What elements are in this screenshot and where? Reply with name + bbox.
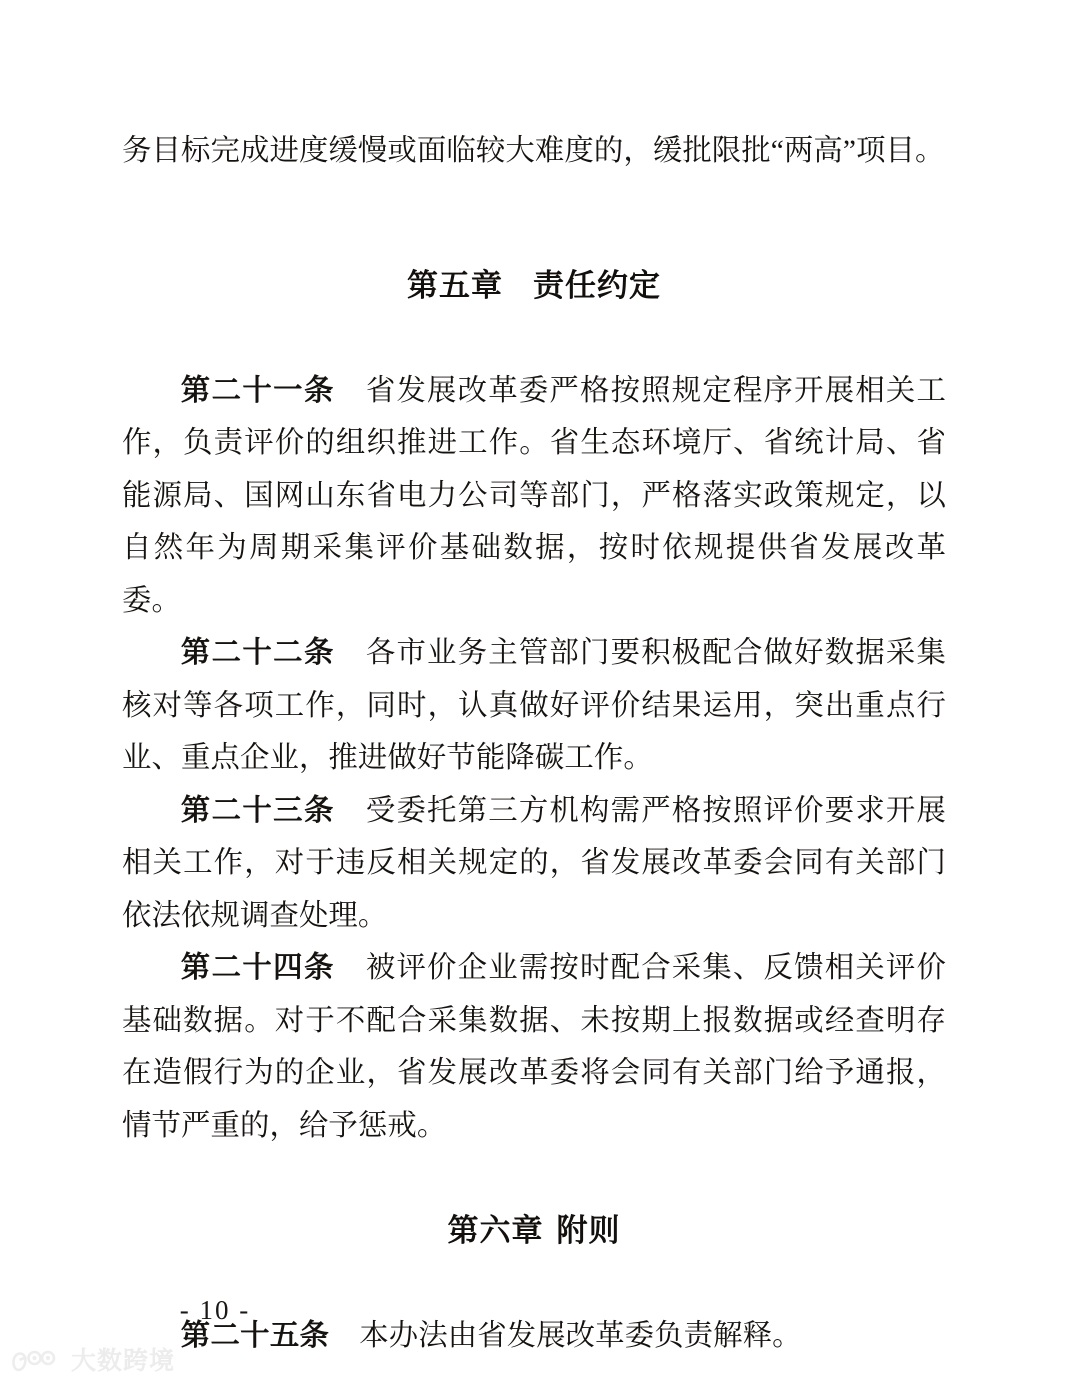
chapter-6-number: 第六章 — [447, 1212, 544, 1248]
article-label-22: 第二十二条 — [180, 636, 335, 670]
chapter-5-number: 第五章 — [407, 267, 503, 303]
page-number: - 10 - — [179, 1295, 251, 1325]
article-label-25: 第二十五条 — [180, 1318, 330, 1352]
chapter-6-title: 附则 — [556, 1212, 621, 1248]
spacer — [122, 207, 946, 260]
paragraph-continued-from-previous-page: 务目标完成进度缓慢或面临较大难度的，缓批限批“两高”项目。 — [122, 135, 945, 168]
article-paragraph-22 — [122, 627, 946, 785]
article-paragraph-24 — [122, 942, 946, 1152]
article-label-23: 第二十三条 — [180, 793, 335, 827]
document-text-column — [122, 96, 946, 1362]
article-body-23: 受委托第三方机构需严格按照评价要求开展相关工作，对于违反相关规定的，省发展改革委会同有关部门依法依规调查处理。 — [122, 794, 947, 932]
article-paragraph-23 — [122, 785, 946, 943]
article-label-21: 第二十一条 — [180, 373, 335, 407]
article-body-22: 各市业务主管部门要积极配合做好数据采集核对等各项工作，同时，认真做好评价结果运用，突出重点行业、重点企业，推进做好节能降碳工作。 — [122, 637, 947, 775]
article-paragraph-21 — [122, 365, 946, 628]
watermark-text: 大数跨境 — [71, 1347, 176, 1375]
chapter-5-title: 责任约定 — [533, 267, 661, 303]
panda-face-logo-icon — [10, 1348, 62, 1374]
chapter-heading-5 — [122, 260, 946, 313]
spacer — [122, 1152, 946, 1205]
article-body-21: 省发展改革委严格按照规定程序开展相关工作，负责评价的组织推进工作。省生态环境厅、省统计局、省能源局、国网山东省电力公司等部门，严格落实政策规定，以自然年为周期采集评价基础数据，按时依规提供省发展改革委。 — [122, 374, 947, 617]
chapter-heading-6 — [122, 1205, 946, 1258]
spacer — [122, 312, 946, 365]
article-body-24: 被评价企业需按时配合采集、反馈相关评价基础数据。对于不配合采集数据、未按期上报数据或经查明存在造假行为的企业，省发展改革委将会同有关部门给予通报，情节严重的，给予惩戒。 — [122, 952, 947, 1142]
article-body-25: 本办法由省发展改革委负责解释。 — [359, 1319, 802, 1352]
article-label-24: 第二十四条 — [180, 951, 335, 985]
